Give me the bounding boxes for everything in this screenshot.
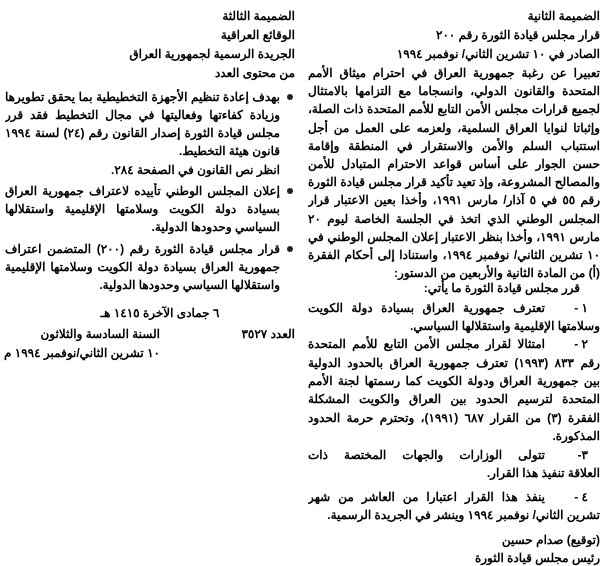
item-line: تعترف جمهورية العراق بسيادة دولة الكويت bbox=[308, 301, 545, 315]
hijri-date: ٦ جمادى الآخرة ١٤١٥ هـ bbox=[100, 306, 220, 320]
heading: الجريدة الرسمية لجمهورية العراق bbox=[129, 47, 295, 61]
heading: الصادر في ١٠ تشرين الثاني/ نوفمبر ١٩٩٤ bbox=[396, 47, 600, 61]
bullet-note: انظر نص القانون في الصفحة ٢٨٤. bbox=[111, 163, 280, 177]
year-label: السنة السادسة والثلاثون bbox=[40, 327, 160, 341]
bullet-line: مجلس قيادة الثورة إصدار القانون رقم (٢٤) لسنة ١٩٩٤ bbox=[5, 126, 280, 140]
issue-number: العدد ٣٥٢٧ bbox=[241, 327, 295, 341]
bullet-line: بهدف إعادة تنظيم الأجهزة التخطيطية بما يحقق تطويرها bbox=[5, 90, 280, 104]
item-line: امتثالا لقرار مجلس الأمن التابع للأمم المتحدة bbox=[308, 337, 545, 351]
bullet-icon bbox=[287, 246, 293, 252]
item-number: ٢ - bbox=[574, 337, 588, 351]
item-line: ينفذ هذا القرار اعتبارا من العاشر من شهر bbox=[308, 490, 545, 504]
heading: الضميمة الثانية bbox=[527, 9, 600, 23]
gregorian-date: ١٠ تشرين الثاني/نوفمبر ١٩٩٤ م bbox=[4, 346, 160, 360]
preamble-line: والمصالح المشروعة، وإذ تعيد تأكيد قرار مجلس قيادة الثورة bbox=[308, 175, 600, 190]
heading: من محتوى العدد bbox=[214, 66, 295, 80]
heading: قرار مجلس قيادة الثورة رقم ٢٠٠ bbox=[436, 28, 600, 42]
item-line: المذكورة. bbox=[552, 429, 600, 443]
item-line: تتولى الوزارات والجهات المختصة ذات bbox=[308, 448, 545, 462]
item-line: تشرين الثاني/ نوفمبر ١٩٩٤ وينشر في الجريدة الرسمية. bbox=[327, 508, 600, 522]
item-line: المتحدة لترسيم الحدود بين العراق والكويت المشكلة bbox=[308, 392, 600, 406]
preamble-line: حسن الجوار على أساس قواعد الاحترام المتبادل للأمن bbox=[308, 157, 600, 171]
bullet-line: واستقلالها السياسي وحدودها الدولية. bbox=[99, 278, 280, 292]
decree-intro: قرر مجلس قيادة الثورة ما يأتي: bbox=[423, 281, 580, 295]
preamble-line: ١٠ تشرين الثاني/ نوفمبر ١٩٩٤، واستنادا إلى أحكام الفقرة bbox=[308, 248, 600, 262]
preamble-line: تعبيرا عن رغبة جمهورية العراق في احترام ميثاق الأمم bbox=[308, 66, 600, 80]
item-line: رقم ٨٣٣ (١٩٩٣) تعترف جمهورية العراق بالحدود الدولية bbox=[308, 356, 600, 370]
preamble-line: رقم ٥٥ في ٥ آذار/ مارس ١٩٩١، وأخذا بعين الاعتبار قرار bbox=[308, 193, 600, 208]
bullet-line: قانون هيئة التخطيط. bbox=[179, 144, 280, 158]
bullet-icon bbox=[287, 188, 293, 194]
preamble-line: لجميع قرارات مجلس الأمن التابع للأمم المتحدة ذات الصلة، bbox=[308, 102, 600, 117]
item-line: بين جمهورية العراق ودولة الكويت كما رسمتها لجنة الأمم bbox=[308, 374, 600, 388]
preamble-line: (أ) من المادة الثانية والأربعين من الدستور: bbox=[394, 266, 600, 281]
item-number: ١ - bbox=[574, 301, 588, 315]
bullet-line: السياسي وحدودها الدولية. bbox=[151, 220, 280, 234]
item-line: وسلامتها الإقليمية واستقلالها السياسي. bbox=[410, 319, 600, 333]
heading: الضميمة الثالثة bbox=[222, 9, 295, 23]
item-number: ٣- bbox=[577, 448, 588, 462]
item-line: العلاقة تنفيذ هذا القرار. bbox=[486, 466, 600, 480]
bullet-line: جمهورية العراق بسيادة دولة الكويت وسلامتها الإقليمية bbox=[5, 260, 280, 274]
bullet-icon bbox=[287, 94, 293, 100]
preamble-line: المجلس الوطني الذي اتخذ في الجلسة الخاصة ليوم ٢٠ bbox=[308, 211, 600, 226]
signature-name: (توقيع) صدام حسين bbox=[501, 533, 600, 547]
heading: الوقائع العراقية bbox=[220, 28, 295, 42]
preamble-line: مارس ١٩٩١، وأخذا بنظر الاعتبار إعلان المجلس الوطني في bbox=[308, 229, 600, 244]
signature-title: رئيس مجلس قيادة الثورة bbox=[474, 551, 600, 565]
bullet-line: وزيادة كفاءتها وفعاليتها في مجال التخطيط فقد قرر bbox=[5, 108, 280, 122]
bullet-line: قرار مجلس قيادة الثورة رقم (٢٠٠) المتضمن اعتراف bbox=[5, 242, 280, 256]
item-number: ٤ - bbox=[574, 490, 588, 504]
preamble-line: المتحدة والقانون الدولي، وانسجاما مع التزامها بالامتثال bbox=[308, 84, 600, 99]
item-line: الفقرة (٣) من القرار ٦٨٧ (١٩٩١)، وتحترم حرمة الحدود bbox=[308, 411, 600, 425]
preamble-line: وإثباتا لنوايا العراق السلمية، ولعزمه على العمل من أجل bbox=[308, 120, 600, 135]
bullet-line: إعلان المجلس الوطني تأييده لاعتراف جمهورية العراق bbox=[5, 184, 280, 198]
bullet-line: بسيادة دولة الكويت وسلامتها الإقليمية واستقلالها bbox=[5, 202, 280, 216]
preamble-line: استتباب السلم والأمن والاستقرار في المنطقة وإقامة bbox=[308, 138, 600, 153]
